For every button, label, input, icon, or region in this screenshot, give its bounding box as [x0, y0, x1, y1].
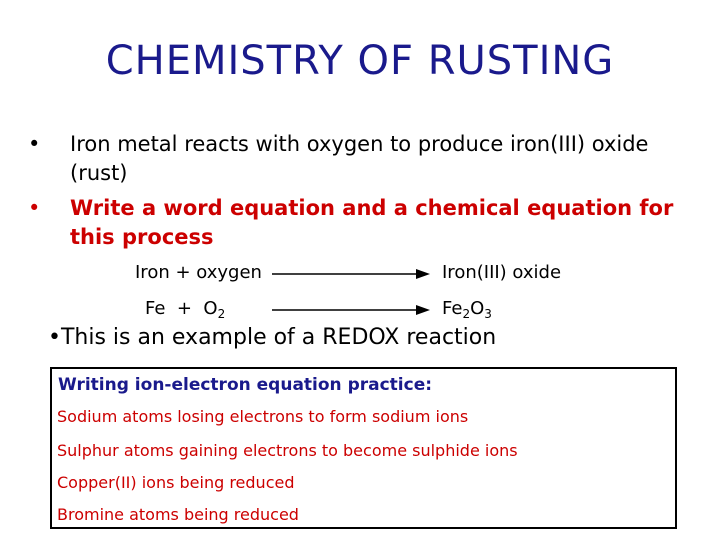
subscript: 2 [217, 307, 226, 321]
bullet-dot: • [28, 132, 41, 156]
chemical-equation [0, 298, 720, 328]
product-o: O [470, 298, 485, 319]
word-equation-reactants: Iron + oxygen [135, 262, 262, 283]
bullet-write-equation [28, 194, 688, 252]
arrow-icon [272, 303, 430, 317]
practice-item: Sodium atoms losing electrons to form sodium ions [57, 407, 469, 426]
subscript: 2 [462, 307, 471, 321]
chemical-equation-reactants [145, 298, 225, 321]
arrow-icon [272, 267, 430, 281]
reactants-text: Fe + O [145, 298, 218, 319]
chemical-equation-products [442, 298, 492, 321]
bullet-iron-reaction [28, 130, 688, 188]
practice-heading: Writing ion-electron equation practice: [58, 375, 433, 395]
bullet-text: Iron metal reacts with oxygen to produce iron(III) oxide (rust) [70, 132, 649, 185]
word-equation-products: Iron(III) oxide [442, 262, 562, 283]
practice-item: Sulphur atoms gaining electrons to become sulphide ions [57, 441, 518, 460]
redox-note: •This is an example of a REDOX reaction [48, 325, 497, 350]
word-equation [0, 262, 720, 288]
bullet-dot: • [28, 196, 41, 220]
practice-box [50, 367, 677, 529]
practice-item: Bromine atoms being reduced [57, 505, 299, 524]
product-fe: Fe [442, 298, 463, 319]
practice-item: Copper(II) ions being reduced [57, 473, 295, 492]
page-title: CHEMISTRY OF RUSTING [105, 38, 615, 84]
subscript: 3 [484, 307, 492, 321]
bullet-text: Write a word equation and a chemical equation for this process [70, 196, 674, 249]
